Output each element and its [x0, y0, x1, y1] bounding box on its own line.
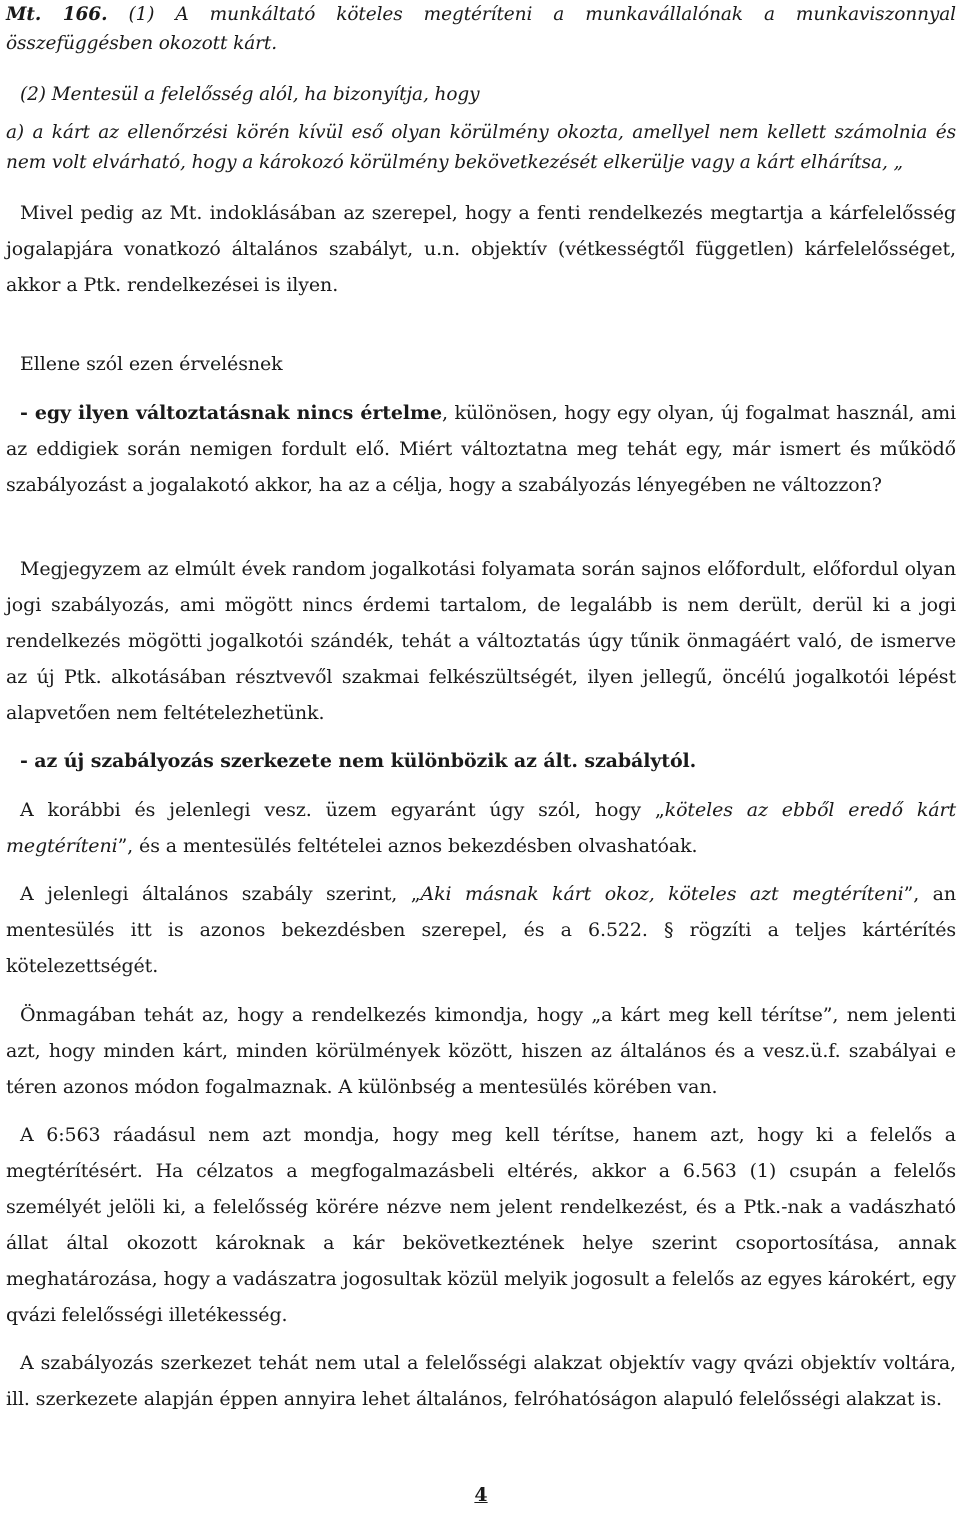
paragraph-egy-ilyen: - egy ilyen változtatásnak nincs értelme, különösen, hogy egy olyan, új fogalmat használ, ami az eddigiek során nemigen fordult elő. Miért változtatna meg tehát egy, már ismert és működő szabályozást a jogalakotó akkor, ha az a célja, hogy a szabályozás lényegében ne változzon? [6, 402, 956, 496]
document-page [6, 0, 956, 1513]
page-number: 4 [474, 1484, 488, 1506]
paragraph-6563: A 6:563 ráadásul nem azt mondja, hogy meg kell térítse, hanem azt, hogy ki a felelős a megtérítésért. Ha célzatos a megfogalmazásbeli eltérés, akkor a 6.563 (1) csupán a felelős személyét jelöli ki, a felelősség körére nézve nem jelent rendelkezést, és a Ptk.-nak a vadászható állat által okozott károknak a kár bekövetkeztének helye szerint csoportosítása, annak meghatározása, hogy a vadászatra jogosultak közül melyik jogosult a felelős az egyes károkért, egy qvázi felelősségi illetékesség. [6, 1124, 956, 1326]
paragraph-mivel: Mivel pedig az Mt. indoklásában az szerepel, hogy a fenti rendelkezés megtartja a kárfelelősség jogalapjára vonatkozó általános szabályt, u.n. objektív (vétkességtől független) kárfelelősséget, akkor a Ptk. rendelkezései is ilyen. [6, 202, 956, 296]
law-reference: Mt. 166. [6, 4, 108, 25]
quoted-law-text: köteles az ebből eredő kárt megtéríteni [6, 799, 956, 857]
paragraph-onmagaban: Önmagában tehát az, hogy a rendelkezés kimondja, hogy „a kárt meg kell térítse”, nem jelenti azt, hogy minden kárt, minden körülmények között, hiszen az általános és a vesz.ü.f. szabályai e téren azonos módon fogalmaznak. A különbség a mentesülés körében van. [6, 1004, 956, 1098]
law-quote-paragraph-1: Mt. 166. (1) A munkáltató köteles megtéríteni a munkavállalónak a munkaviszonnyal összefüggésben okozott kárt. [6, 4, 956, 54]
paragraph-uj-szabalyozas: - az új szabályozás szerkezete nem különbözik az ált. szabálytól. [20, 750, 697, 772]
law-quote-paragraph-2: (2) Mentesül a felelősség alól, ha bizonyítja, hogy [20, 84, 480, 105]
law-quote-block [6, 0, 956, 178]
bold-argument: - egy ilyen változtatásnak nincs értelme [20, 402, 443, 424]
paragraph-korabbi: A korábbi és jelenlegi vesz. üzem egyaránt úgy szól, hogy „köteles az ebből eredő kárt megtéríteni”, és a mentesülés feltételei aznos bekezdésben olvashatóak. [6, 799, 956, 857]
paragraph-megjegyzem: Megjegyzem az elmúlt évek random jogalkotási folyamata során sajnos előfordult, előfordul olyan jogi szabályozás, ami mögött nincs érdemi tartalom, de legalább is nem derült, derül ki a jogi rendelkezés mögötti jogalkotói szándék, tehát a változtatás úgy tűnik önmagáért való, de ismerve az új Ptk. alkotásában résztvevől szakmai felkészültségét, ilyen jellegű, öncélú jogalkotói lépést alapvetően nem feltételezhetünk. [6, 558, 956, 724]
law-quote-paragraph-3: a) a kárt az ellenőrzési körén kívül eső olyan körülmény okozta, amellyel nem kellett számolnia és nem volt elvárható, hogy a károkozó körülmény bekövetkezését elkerülje vagy a kárt elhárítsa, „ [6, 122, 956, 173]
paragraph-ellene: Ellene szól ezen érvelésnek [20, 353, 283, 375]
paragraph-jelenlegi: A jelenlegi általános szabály szerint, „Aki másnak kárt okoz, köteles azt megtéríteni”, an mentesülés itt is azonos bekezdésben szerepel, és a 6.522. § rögzíti a teljes kártérítés kötelezettségét. [6, 883, 956, 977]
quoted-law-text: Aki másnak kárt okoz, köteles azt megtéríteni [420, 883, 904, 905]
paragraph-szerkezet: A szabályozás szerkezet tehát nem utal a felelősségi alakzat objektív vagy qvázi objektív voltára, ill. szerkezete alapján éppen annyira lehet általános, felróhatóságon alapuló felelősségi alakzat is. [6, 1352, 956, 1410]
